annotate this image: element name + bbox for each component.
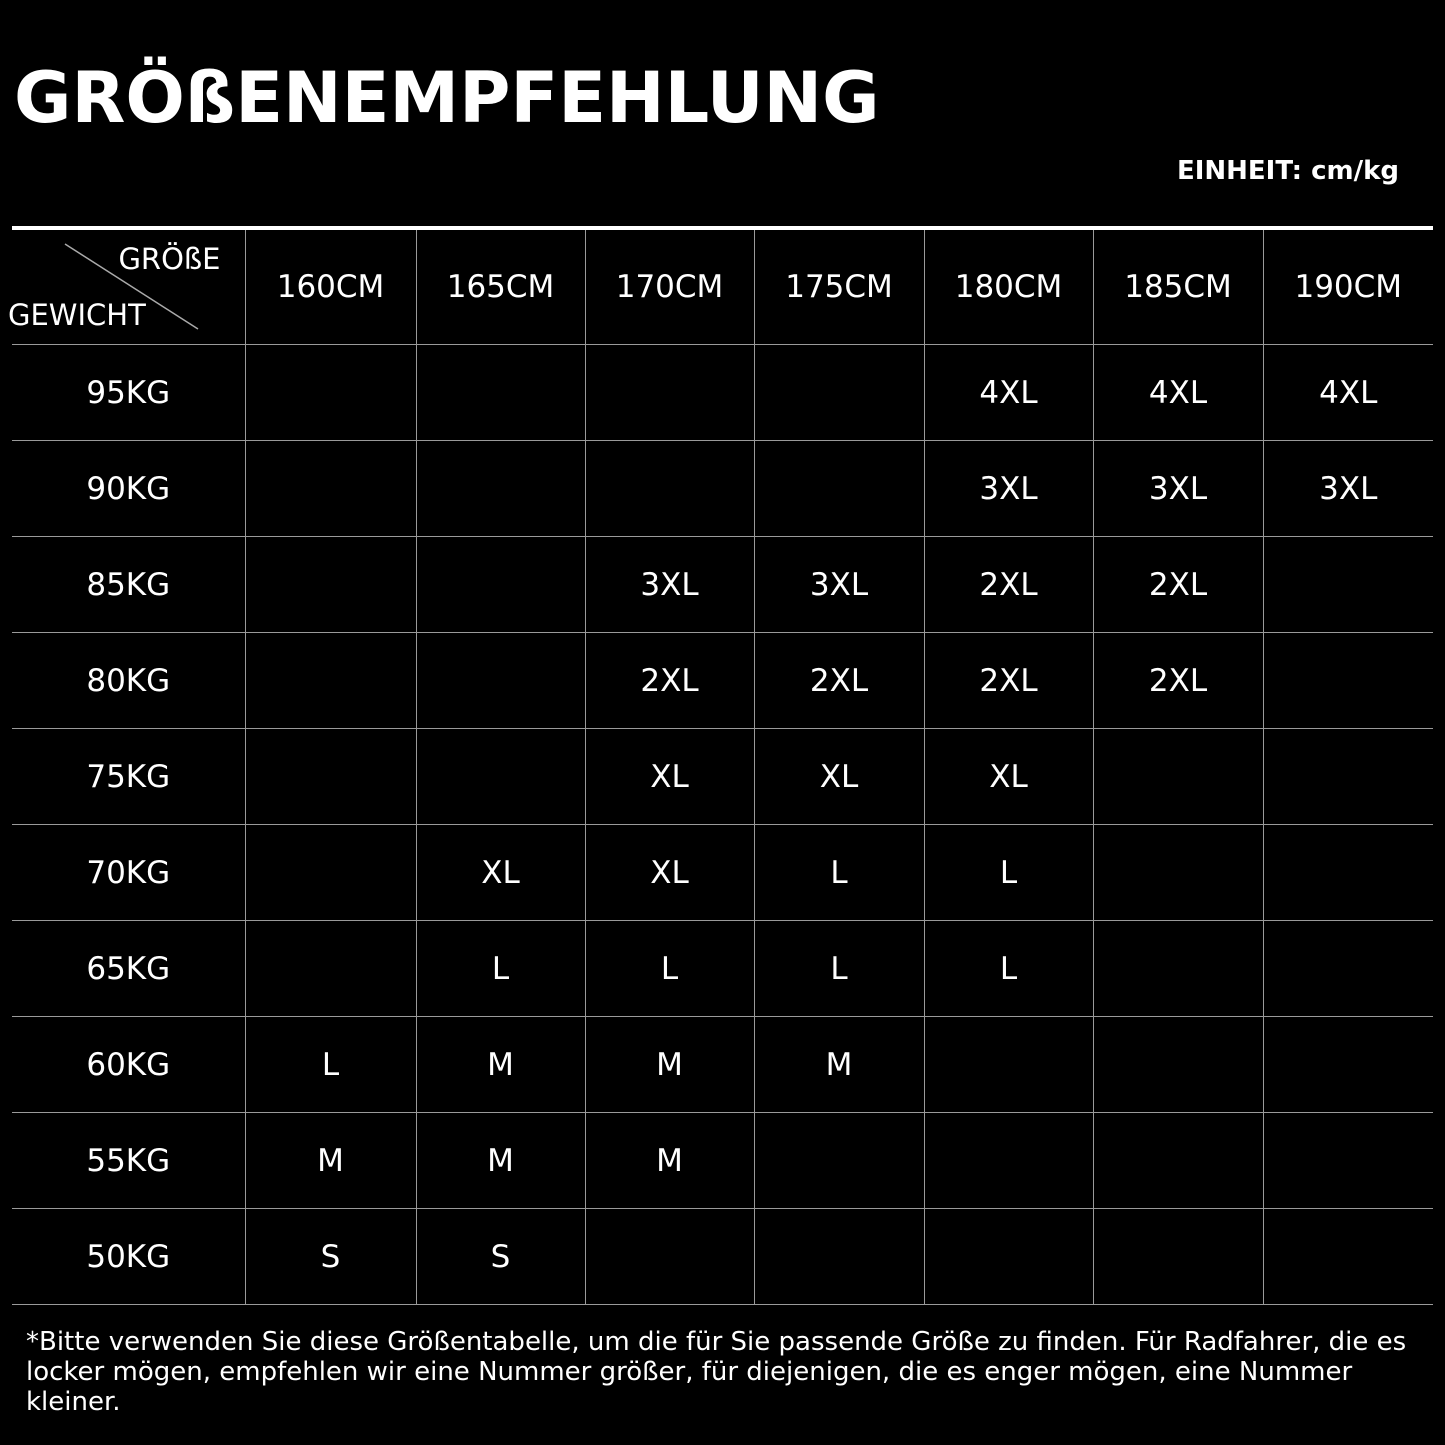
page-title: GRÖßENEMPFEHLUNG	[14, 57, 880, 139]
size-cell	[754, 1113, 924, 1209]
table-row	[12, 537, 1433, 633]
size-cell	[1263, 633, 1433, 729]
size-cell: 2XL	[924, 633, 1093, 729]
size-cell: L	[245, 1017, 416, 1113]
size-table	[8, 230, 1433, 1305]
size-cell	[245, 537, 416, 633]
table-row	[12, 345, 1433, 441]
size-cell: L	[754, 825, 924, 921]
column-header: 185CM	[1093, 230, 1263, 345]
size-cell	[1093, 921, 1263, 1017]
size-cell: S	[245, 1209, 416, 1305]
size-cell	[1263, 1017, 1433, 1113]
size-cell: L	[924, 921, 1093, 1017]
size-cell	[245, 729, 416, 825]
size-cell: XL	[585, 729, 754, 825]
size-cell: 2XL	[924, 537, 1093, 633]
size-cell	[1263, 537, 1433, 633]
weight-label: 55KG	[12, 1113, 245, 1209]
size-cell: 3XL	[585, 537, 754, 633]
size-cell	[416, 441, 585, 537]
size-cell: M	[754, 1017, 924, 1113]
size-cell: S	[416, 1209, 585, 1305]
size-cell	[1093, 1017, 1263, 1113]
column-header: 175CM	[754, 230, 924, 345]
size-cell	[754, 345, 924, 441]
table-row	[12, 825, 1433, 921]
size-cell	[245, 825, 416, 921]
weight-label: 65KG	[12, 921, 245, 1017]
size-cell: L	[416, 921, 585, 1017]
column-header: 170CM	[585, 230, 754, 345]
size-cell	[245, 921, 416, 1017]
size-cell: 3XL	[1093, 441, 1263, 537]
size-cell: 2XL	[754, 633, 924, 729]
table-row	[12, 1017, 1433, 1113]
weight-label: 90KG	[12, 441, 245, 537]
size-cell: M	[416, 1113, 585, 1209]
size-cell: 4XL	[924, 345, 1093, 441]
size-cell	[245, 633, 416, 729]
size-cell: L	[924, 825, 1093, 921]
size-cell: 3XL	[1263, 441, 1433, 537]
size-cell: M	[416, 1017, 585, 1113]
size-cell	[1263, 921, 1433, 1017]
unit-label: EINHEIT: cm/kg	[1176, 156, 1399, 186]
table-row	[12, 921, 1433, 1017]
size-cell	[585, 441, 754, 537]
size-cell	[1263, 825, 1433, 921]
table-row	[12, 729, 1433, 825]
size-cell	[1093, 825, 1263, 921]
size-cell	[924, 1209, 1093, 1305]
size-cell	[416, 345, 585, 441]
size-cell	[1093, 1209, 1263, 1305]
size-cell	[245, 441, 416, 537]
table-row	[12, 633, 1433, 729]
height-axis-label: GRÖßE	[118, 242, 221, 276]
size-cell	[416, 633, 585, 729]
size-cell: 2XL	[1093, 537, 1263, 633]
weight-label: 50KG	[12, 1209, 245, 1305]
size-cell	[1263, 1113, 1433, 1209]
corner-header	[8, 230, 245, 345]
size-cell: 2XL	[1093, 633, 1263, 729]
size-cell	[924, 1017, 1093, 1113]
size-cell: M	[585, 1113, 754, 1209]
size-cell	[924, 1113, 1093, 1209]
size-cell: M	[245, 1113, 416, 1209]
size-cell: L	[754, 921, 924, 1017]
table-row	[12, 1209, 1433, 1305]
size-cell: 3XL	[754, 537, 924, 633]
size-cell	[585, 345, 754, 441]
column-header: 160CM	[245, 230, 416, 345]
table-row	[12, 441, 1433, 537]
column-header: 190CM	[1263, 230, 1433, 345]
weight-label: 80KG	[12, 633, 245, 729]
weight-axis-label: GEWICHT	[8, 298, 146, 332]
size-cell: XL	[924, 729, 1093, 825]
size-cell: M	[585, 1017, 754, 1113]
size-cell	[754, 1209, 924, 1305]
size-cell	[416, 729, 585, 825]
size-cell: 2XL	[585, 633, 754, 729]
weight-label: 70KG	[12, 825, 245, 921]
weight-label: 75KG	[12, 729, 245, 825]
weight-label: 85KG	[12, 537, 245, 633]
size-cell: XL	[754, 729, 924, 825]
table-row	[12, 1113, 1433, 1209]
size-cell	[1093, 729, 1263, 825]
column-header: 180CM	[924, 230, 1093, 345]
size-cell: L	[585, 921, 754, 1017]
size-cell	[1263, 729, 1433, 825]
footnote: *Bitte verwenden Sie diese Größentabelle, um die für Sie passende Größe zu finden. Für Radfahrer, die es locker mögen, empfehlen wir eine Nummer größer, für diejenigen, die es enger mögen, eine Nummer kleiner.	[26, 1327, 1407, 1417]
size-cell: 4XL	[1263, 345, 1433, 441]
size-cell: XL	[416, 825, 585, 921]
header-row	[12, 230, 1433, 345]
weight-label: 95KG	[12, 345, 245, 441]
weight-label: 60KG	[12, 1017, 245, 1113]
size-cell: 4XL	[1093, 345, 1263, 441]
size-cell	[754, 441, 924, 537]
size-cell	[585, 1209, 754, 1305]
size-cell: 3XL	[924, 441, 1093, 537]
size-cell	[1263, 1209, 1433, 1305]
size-cell: XL	[585, 825, 754, 921]
size-cell	[416, 537, 585, 633]
column-header: 165CM	[416, 230, 585, 345]
size-cell	[1093, 1113, 1263, 1209]
size-cell	[245, 345, 416, 441]
